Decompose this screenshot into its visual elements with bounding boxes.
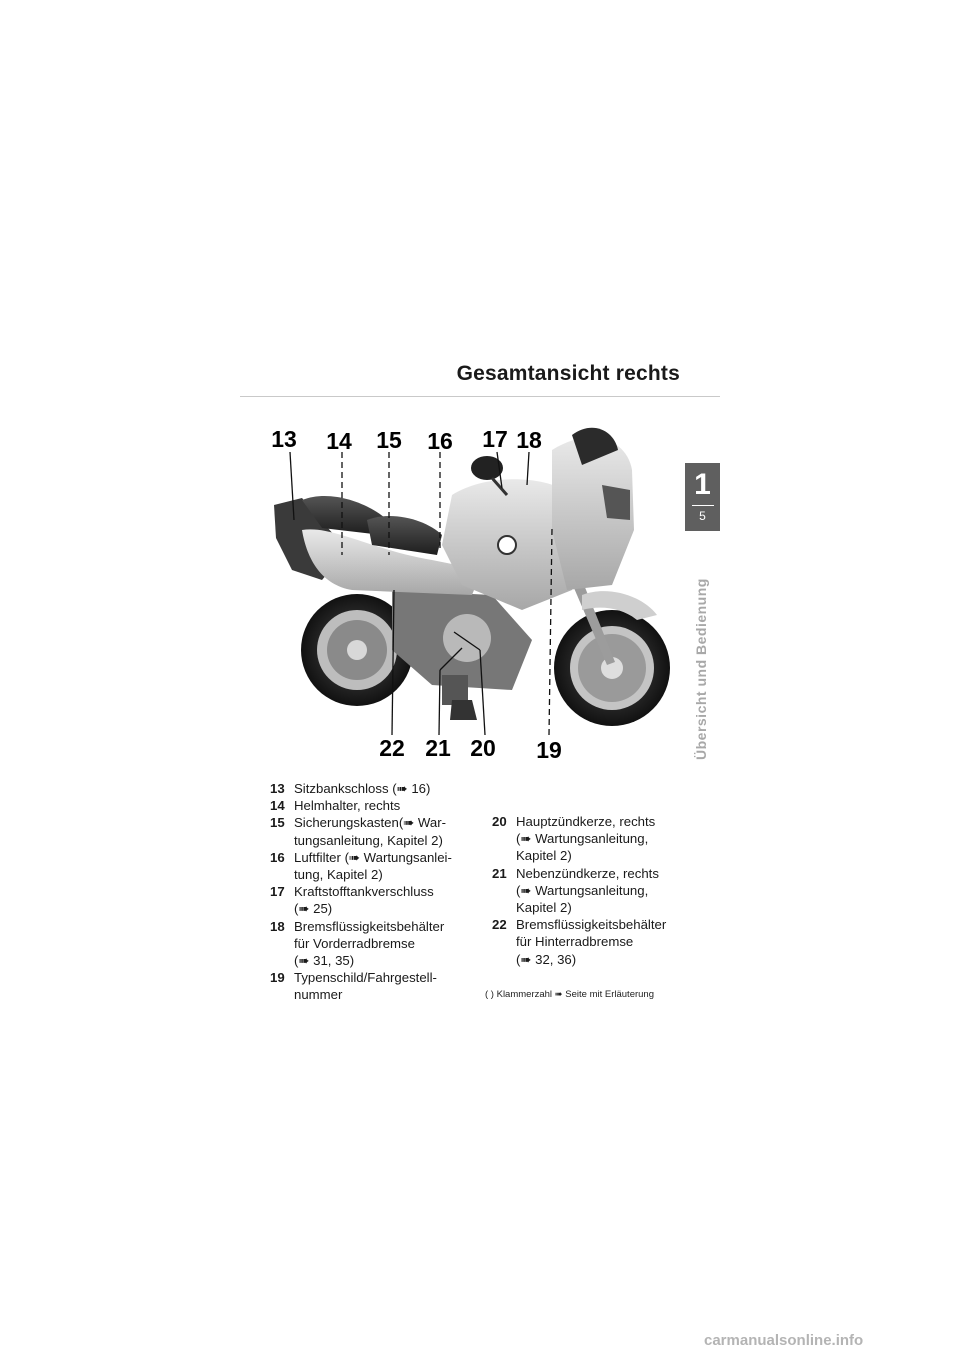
legend-line: nummer [294,987,343,1003]
legend-item [270,814,480,848]
page-number: 5 [699,509,706,523]
legend-line: (➠ 25) [294,901,333,917]
chapter-side-label: Übersicht und Bedienung [693,578,709,760]
legend-item [270,883,480,917]
callout-22: 22 [379,735,405,761]
legend-line: Helmhalter, rechts [294,798,401,814]
legend-line: Hauptzündkerze, rechts [516,814,656,829]
legend-text [516,916,692,968]
legend-line: Luftfilter (➠ Wartungsanlei- [294,849,452,865]
legend-item [270,797,480,814]
legend-item [492,865,692,917]
callout-20: 20 [470,735,496,761]
watermark: carmanualsonline.info [704,1332,864,1349]
motorcycle-figure [262,410,702,772]
legend-number: 14 [270,798,285,814]
legend-item [270,918,480,970]
legend-text [516,813,692,865]
legend-item [270,780,480,797]
legend-line: Bremsflüssigkeitsbehälter [516,917,667,933]
callout-15: 15 [376,427,402,453]
legend-line: (➠ Wartungsanleitung, [516,882,649,898]
callout-17: 17 [482,426,508,452]
legend-number: 15 [270,815,285,831]
chapter-number: 1 [694,468,711,501]
legend-item [492,916,692,968]
legend-number: 16 [270,849,285,865]
legend-line: tungsanleitung, Kapitel 2) [294,832,443,848]
legend-line: (➠ 32, 36) [516,951,577,967]
legend-number: 13 [270,781,285,796]
legend-item [270,969,480,1003]
legend-line: (➠ Wartungsanleitung, [516,831,649,847]
legend-text [294,849,480,883]
legend-line: (➠ 31, 35) [294,953,355,969]
legend-item [270,849,480,883]
legend-text [294,969,480,1003]
legend-line: Kapitel 2) [516,848,572,864]
legend-line: für Hinterradbremse [516,934,634,950]
legend-number: 21 [492,865,507,881]
callout-13: 13 [271,426,297,452]
title-divider [240,396,720,397]
legend-line: Kraftstofftankverschluss [294,884,434,900]
legend-text [294,918,480,970]
legend-line: tung, Kapitel 2) [294,867,383,883]
legend-line: Kapitel 2) [516,900,572,916]
callout-16: 16 [427,428,453,454]
legend-number: 22 [492,917,507,933]
callout-18: 18 [516,427,542,453]
legend-text [294,814,480,848]
motorcycle-illustration [262,410,702,772]
legend-number: 17 [270,884,285,900]
legend-line: Sitzbankschloss (➠ 16) [294,781,431,796]
legend-line: Sicherungskasten(➠ War- [294,815,447,831]
legend-number: 19 [270,970,285,986]
legend-text [294,797,480,814]
legend-column-left [270,780,480,1004]
legend-line: Typenschild/Fahrgestell- [294,970,437,986]
front-wheel [554,610,670,726]
legend-column-right [492,813,692,968]
legend-line: Bremsflüssigkeitsbehälter [294,918,445,934]
legend-line: für Vorderradbremse [294,935,415,951]
legend-text [294,780,480,797]
legend-number: 18 [270,918,285,934]
callout-14: 14 [326,428,352,454]
legend-line: Nebenzündkerze, rechts [516,865,659,881]
legend-text [294,883,480,917]
legend-footnote: ( ) Klammerzahl ➠ Seite mit Erläuterung [485,989,654,1000]
page-title: Gesamtansicht rechts [456,362,680,385]
callout-19: 19 [536,737,562,763]
legend-number: 20 [492,814,507,829]
legend-item [492,813,692,865]
legend-text [516,865,692,917]
callout-21: 21 [425,735,451,761]
